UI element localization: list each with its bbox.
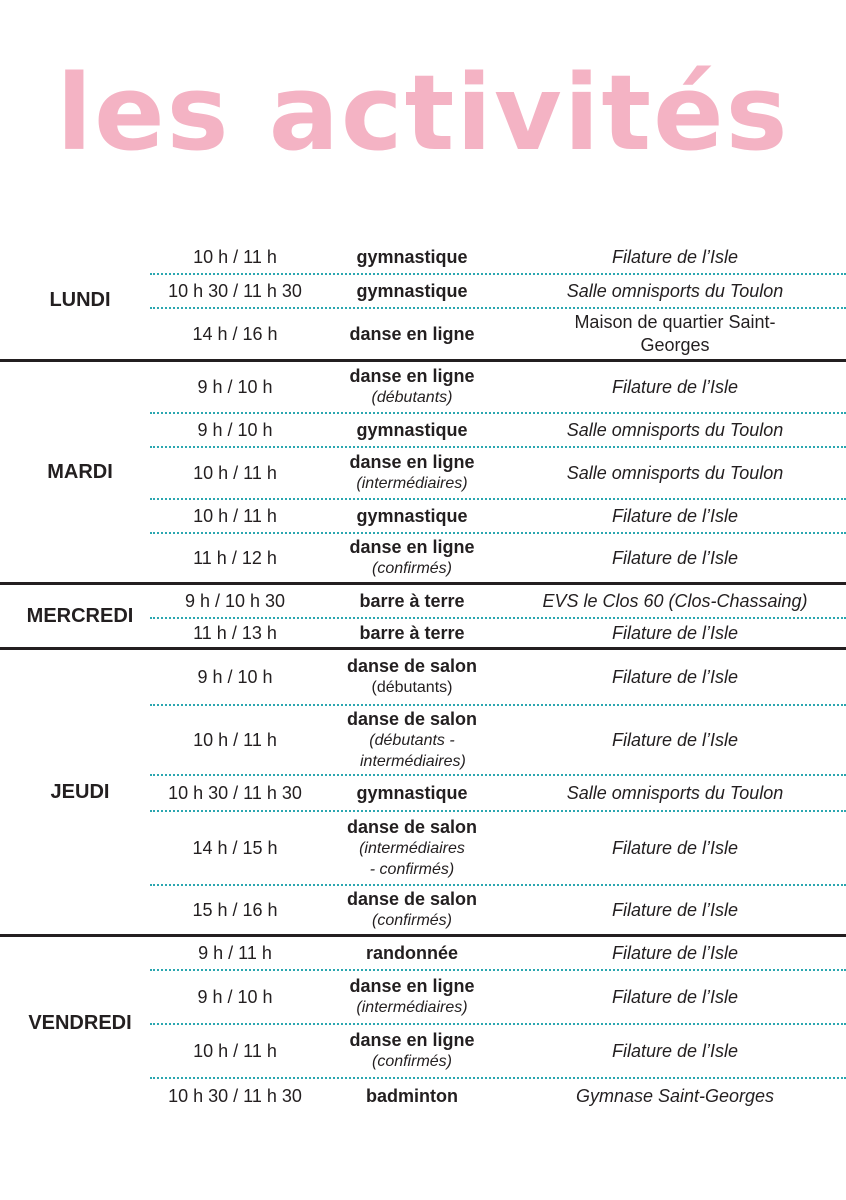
activity-level: (confirmés) [371, 912, 452, 929]
activity-name: danse en ligne [349, 366, 475, 386]
place: Filature de l’Isle [611, 899, 739, 920]
activity [320, 1030, 504, 1072]
activity-name: barre à terre [359, 590, 465, 611]
activity [320, 366, 504, 408]
place: Salle omnisports du Toulon [566, 419, 784, 440]
activity-name: gymnastique [356, 246, 468, 267]
activity-name: gymnastique [356, 505, 468, 526]
time-slot: 10 h / 11 h [193, 246, 277, 267]
activity-level: (intermédiaires) [356, 475, 468, 492]
place: EVS le Clos 60 (Clos-Chassaing) [542, 590, 808, 611]
activity [320, 943, 504, 964]
day-block-vendredi [0, 937, 846, 1113]
activity-name: danse en ligne [349, 323, 475, 344]
time-slot: 10 h 30 / 11 h 30 [168, 280, 302, 301]
time-slot: 10 h / 11 h [193, 462, 277, 483]
activity [320, 889, 504, 931]
time-slot: 11 h / 13 h [193, 622, 277, 643]
time-slot: 10 h 30 / 11 h 30 [168, 782, 302, 803]
schedule-row [150, 619, 846, 647]
place: Maison de quartier Saint-Georges [574, 312, 776, 355]
schedule-row [150, 971, 846, 1025]
place: Filature de l’Isle [611, 1040, 739, 1061]
activity [320, 537, 504, 579]
activity-name: danse de salon [346, 889, 478, 909]
activity-name: gymnastique [356, 280, 468, 301]
schedule-row [150, 812, 846, 886]
time-slot: 15 h / 16 h [192, 899, 278, 920]
activity-name: danse en ligne [349, 976, 475, 996]
schedule-row [150, 241, 846, 275]
place: Filature de l’Isle [611, 547, 739, 568]
activity-level: (intermédiaires - confirmés) [359, 839, 465, 878]
place: Filature de l’Isle [611, 246, 739, 267]
activity [320, 976, 504, 1018]
activity [320, 247, 504, 268]
place: Filature de l’Isle [611, 837, 739, 858]
activity-name: gymnastique [356, 782, 468, 803]
place: Filature de l’Isle [611, 942, 739, 963]
schedule-row [150, 414, 846, 448]
schedule-row [150, 937, 846, 971]
day-block-jeudi [0, 650, 846, 934]
day-label: MARDI [47, 460, 113, 483]
activity [320, 709, 504, 772]
place: Filature de l’Isle [611, 666, 739, 687]
schedule-row [150, 275, 846, 309]
schedule-row [150, 500, 846, 534]
schedule-table [0, 241, 846, 1113]
place: Salle omnisports du Toulon [566, 280, 784, 301]
schedule-row [150, 362, 846, 414]
schedule-row [150, 776, 846, 812]
schedule-row [150, 309, 846, 359]
time-slot: 9 h / 10 h [197, 666, 273, 687]
time-slot: 11 h / 12 h [193, 547, 277, 568]
activity [320, 452, 504, 494]
place: Gymnase Saint-Georges [575, 1085, 775, 1106]
activity [320, 817, 504, 880]
activity-name: danse en ligne [349, 452, 475, 472]
activity-level: (confirmés) [371, 1053, 452, 1070]
activity-name: danse de salon [346, 708, 478, 729]
activity-level: (confirmés) [371, 560, 452, 577]
time-slot: 9 h / 10 h [197, 419, 273, 440]
schedule-row [150, 534, 846, 582]
page-title: les activités [56, 52, 790, 174]
time-slot: 10 h / 11 h [193, 505, 277, 526]
day-label: JEUDI [50, 780, 110, 803]
day-label: VENDREDI [28, 1011, 132, 1034]
time-slot: 14 h / 16 h [192, 323, 278, 344]
activity-name: badminton [366, 1085, 458, 1106]
time-slot: 10 h / 11 h [193, 1040, 277, 1061]
time-slot: 10 h / 11 h [193, 729, 277, 750]
activity [320, 420, 504, 441]
activity-name: randonnée [365, 942, 458, 963]
day-block-lundi [0, 241, 846, 359]
activity [320, 783, 504, 804]
activity-level: (débutants) [371, 679, 453, 696]
schedule-row [150, 1079, 846, 1113]
time-slot: 9 h / 10 h [197, 376, 273, 397]
day-label: LUNDI [49, 288, 111, 311]
activity-name: danse en ligne [349, 537, 475, 557]
place: Salle omnisports du Toulon [566, 782, 784, 803]
day-block-mardi [0, 362, 846, 582]
day-label: MERCREDI [26, 604, 134, 627]
schedule-row [150, 706, 846, 776]
schedule-row [150, 650, 846, 706]
place: Salle omnisports du Toulon [566, 462, 784, 483]
activity [320, 1086, 504, 1107]
day-block-mercredi [0, 585, 846, 647]
time-slot: 10 h 30 / 11 h 30 [168, 1085, 302, 1106]
time-slot: 14 h / 15 h [192, 837, 278, 858]
activity [320, 506, 504, 527]
activity [320, 324, 504, 345]
time-slot: 9 h / 11 h [198, 942, 272, 963]
schedule-row [150, 585, 846, 619]
activity-level: (débutants - intermédiaires) [360, 731, 466, 770]
place: Filature de l’Isle [611, 376, 739, 397]
activity-name: barre à terre [359, 622, 465, 643]
activity-name: danse en ligne [349, 1030, 475, 1050]
schedule-row [150, 448, 846, 500]
schedule-row [150, 886, 846, 934]
activity-name: gymnastique [356, 419, 468, 440]
activity-name: danse de salon [346, 656, 478, 676]
schedule-row [150, 1025, 846, 1079]
place: Filature de l’Isle [611, 622, 739, 643]
place: Filature de l’Isle [611, 729, 739, 750]
time-slot: 9 h / 10 h 30 [184, 590, 286, 611]
activity [320, 281, 504, 302]
activity [320, 656, 504, 698]
place: Filature de l’Isle [611, 505, 739, 526]
activity-name: danse de salon [346, 816, 478, 837]
place: Filature de l’Isle [611, 986, 739, 1007]
activity-level: (débutants) [371, 389, 453, 406]
activity [320, 623, 504, 644]
activity-level: (intermédiaires) [356, 999, 468, 1016]
activity [320, 591, 504, 612]
time-slot: 9 h / 10 h [197, 986, 273, 1007]
